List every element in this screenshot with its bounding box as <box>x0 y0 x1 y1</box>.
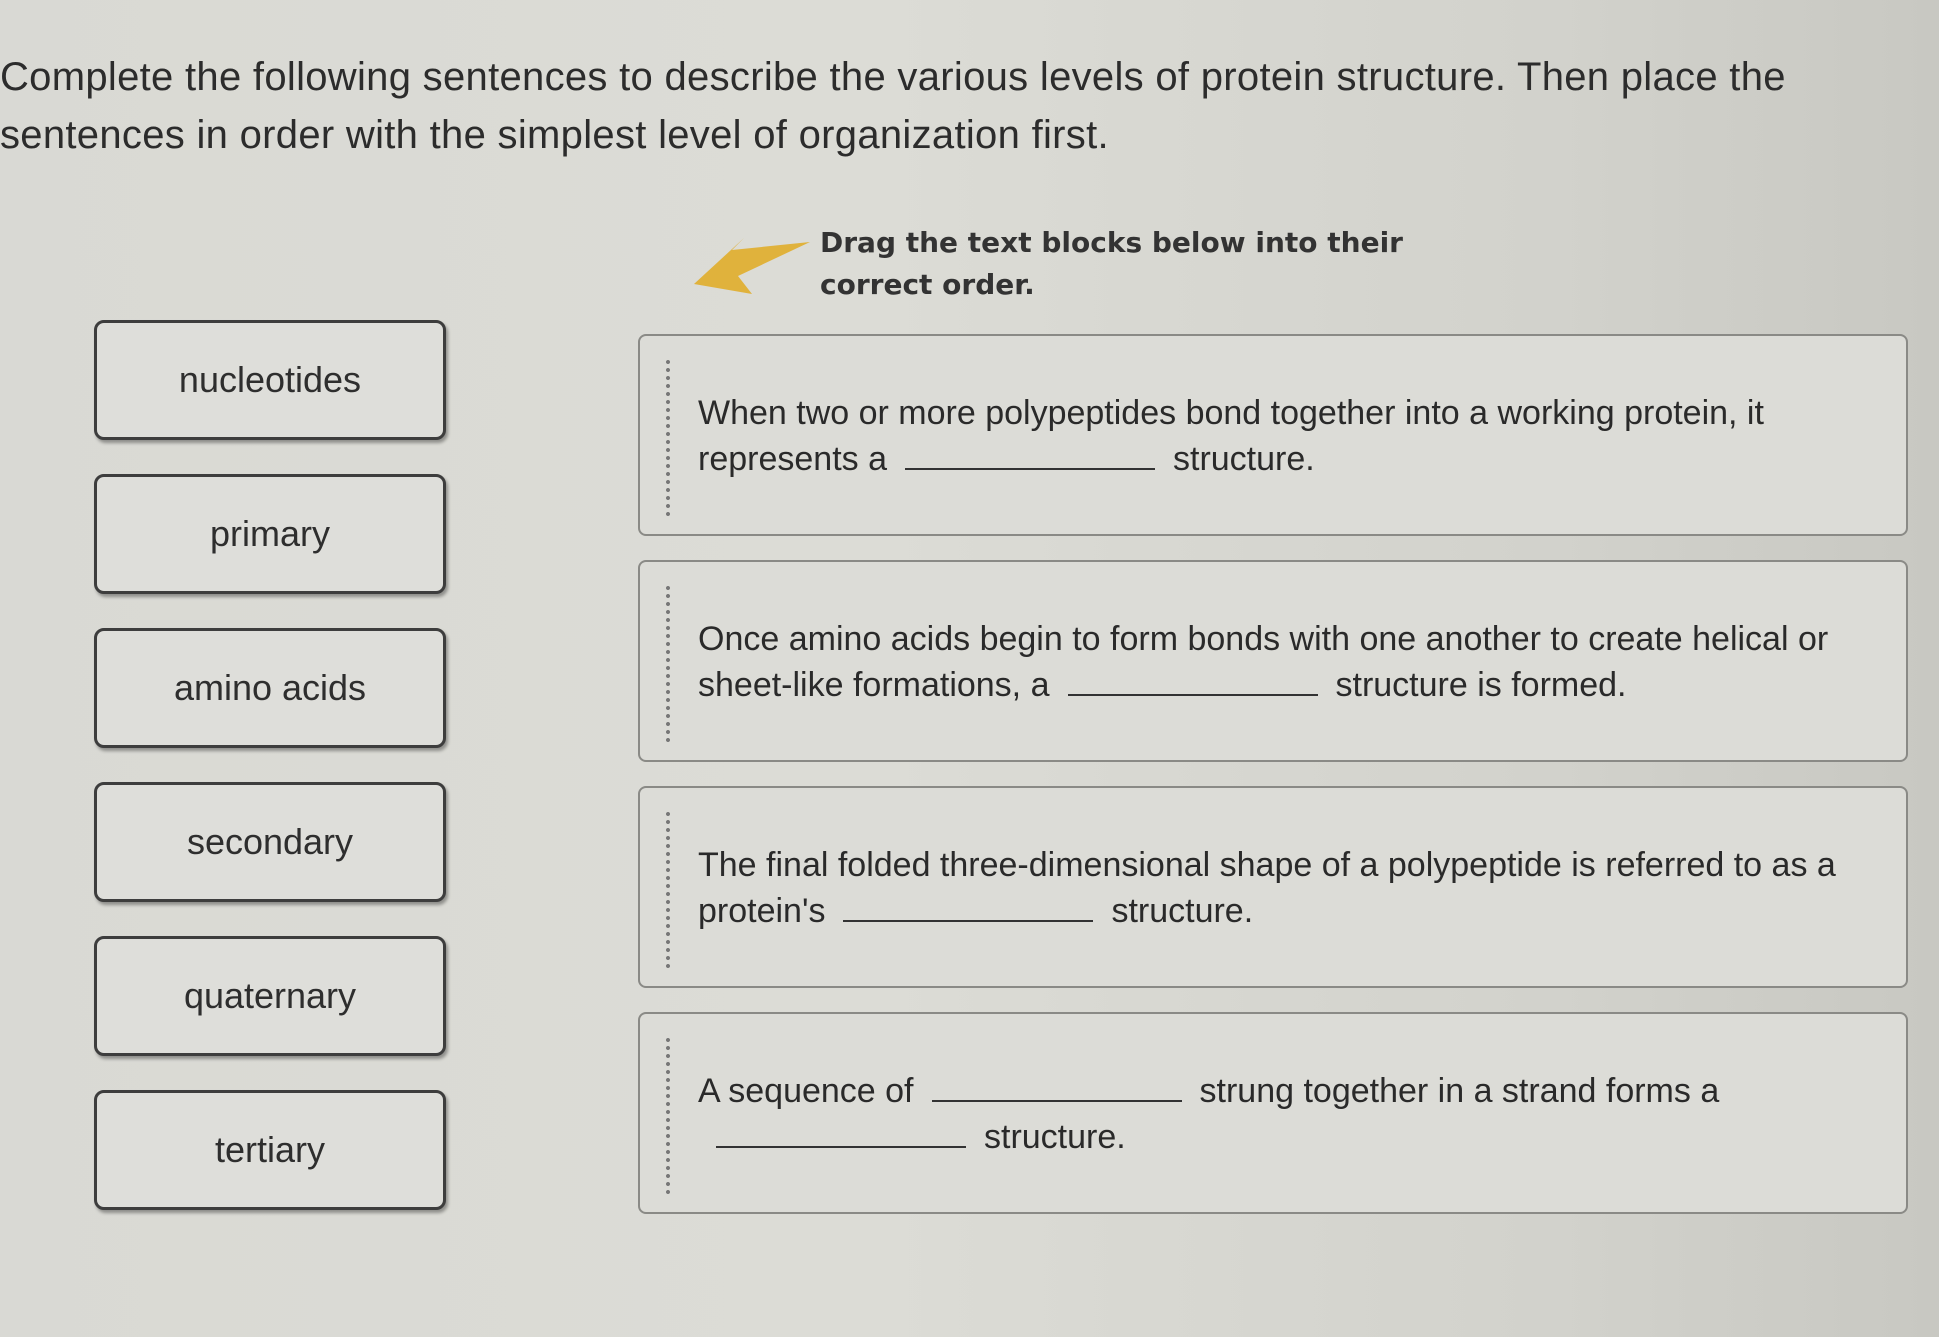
sentence-text <box>698 842 1878 934</box>
drag-handle-icon[interactable] <box>664 358 672 518</box>
drag-hint-text: Drag the text blocks below into their correct order. <box>820 226 1403 301</box>
answer-block-primary[interactable] <box>94 474 446 594</box>
sentence-text-part: A sequence of <box>698 1072 914 1110</box>
sentence-block-primary[interactable] <box>638 1012 1908 1214</box>
answer-blank[interactable] <box>932 1072 1182 1102</box>
answer-blank[interactable] <box>1068 666 1318 696</box>
sentence-block-secondary[interactable] <box>638 560 1908 762</box>
drag-handle-icon[interactable] <box>664 584 672 744</box>
sentence-text-part: The final folded three-dimensional shape of a polypeptide is referred to as a protein's <box>698 846 1836 930</box>
instructions-text: Complete the following sentences to describe the various levels of protein structure. Then place the sentences in order with the simplest level of organization first. <box>0 55 1786 157</box>
sentence-text-part: structure. <box>1111 892 1254 930</box>
sentence-text <box>698 390 1878 482</box>
answer-block-secondary[interactable] <box>94 782 446 902</box>
answer-block-label: nucleotides <box>178 359 362 400</box>
sentence-text <box>698 616 1878 708</box>
drag-hint-arrow-icon <box>692 236 812 306</box>
sentence-text-part: structure. <box>984 1118 1126 1156</box>
sentence-text-part: structure. <box>1173 440 1315 478</box>
answer-block-tertiary[interactable] <box>94 1090 446 1210</box>
answer-blank[interactable] <box>905 440 1155 470</box>
drag-handle-icon[interactable] <box>664 1036 672 1196</box>
answer-block-label: primary <box>209 513 330 554</box>
sentence-text-part: Once amino acids begin to form bonds with one another to create helical or sheet-like formations, a <box>698 620 1829 704</box>
answer-block-nucleotides[interactable] <box>94 320 446 440</box>
answer-block-quaternary[interactable] <box>94 936 446 1056</box>
answer-block-label: tertiary <box>214 1129 326 1170</box>
sentence-text-part: strung together in a strand forms a <box>1199 1072 1720 1110</box>
sentence-text <box>698 1068 1878 1160</box>
drag-handle-icon[interactable] <box>664 810 672 970</box>
sentence-block-tertiary[interactable] <box>638 786 1908 988</box>
answer-blank[interactable] <box>716 1118 966 1148</box>
sentence-text-part: When two or more polypeptides bond together into a working protein, it represents a <box>698 394 1764 478</box>
answer-block-label: amino acids <box>173 667 367 708</box>
sentence-block-quaternary[interactable] <box>638 334 1908 536</box>
sentence-text-part: structure is formed. <box>1335 666 1627 704</box>
answer-block-label: secondary <box>186 821 354 862</box>
answer-block-label: quaternary <box>183 975 357 1016</box>
answer-block-amino-acids[interactable] <box>94 628 446 748</box>
answer-blank[interactable] <box>843 892 1093 922</box>
